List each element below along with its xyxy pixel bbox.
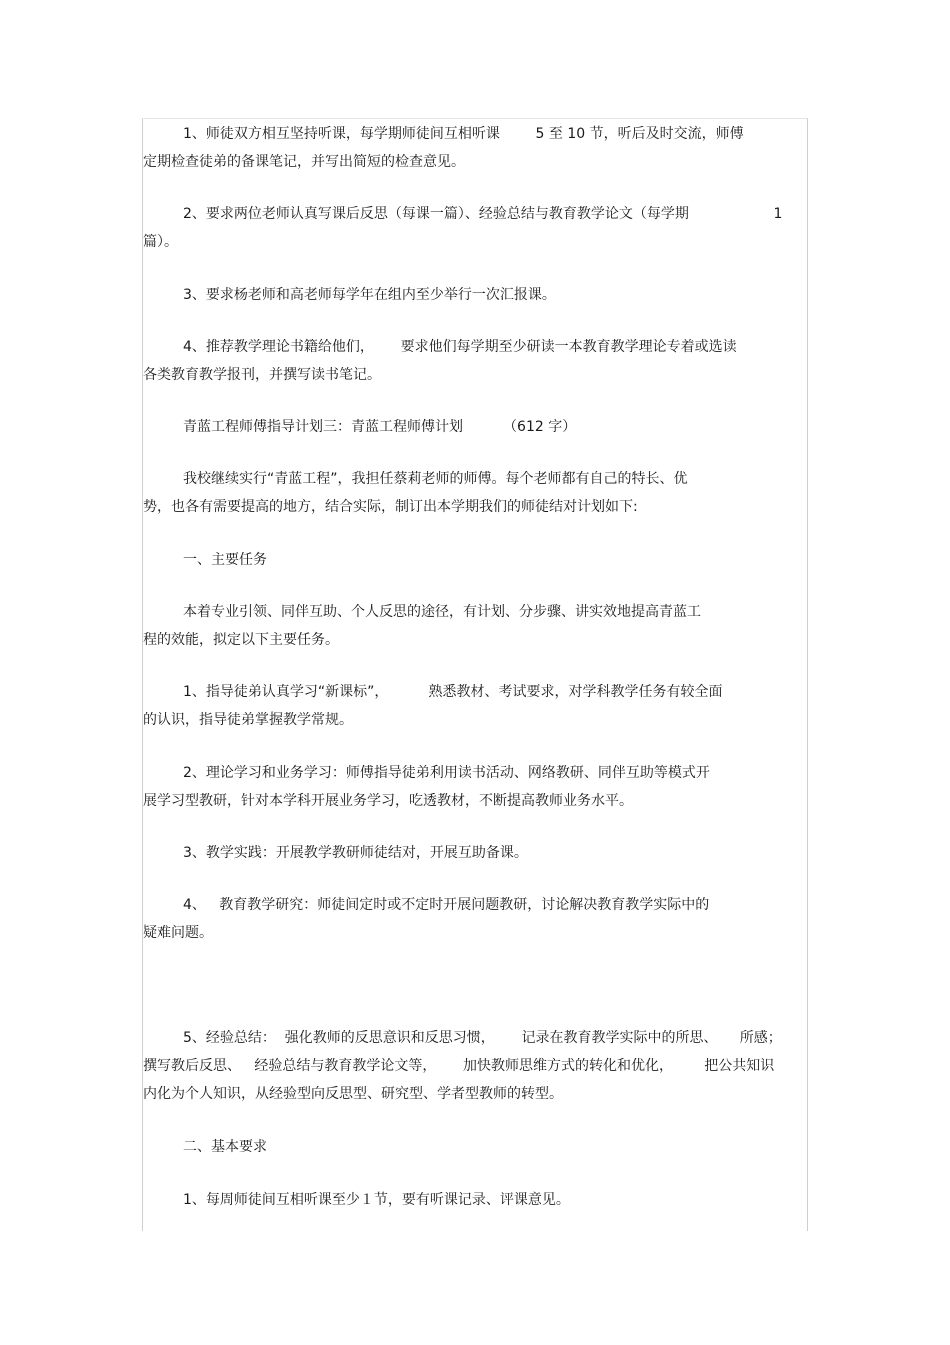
paragraph-line: 本着专业引领、同伴互助、个人反思的途径，有计划、分步骤、讲实效地提高青蓝工 <box>183 604 701 620</box>
paragraph-line: 定期检查徒弟的备课笔记，并写出简短的检查意见。 <box>143 154 465 170</box>
paragraph-line: 的认识，指导徒弟掌握教学常规。 <box>143 712 353 728</box>
paragraph-line: 3、要求杨老师和高老师每学年在组内至少举行一次汇报课。 <box>183 287 556 303</box>
section-heading: 一、主要任务 <box>183 552 267 568</box>
paragraph-line: 各类教育教学报刊，并撰写读书笔记。 <box>143 367 381 383</box>
paragraph-line: 篇）。 <box>143 234 178 250</box>
section-heading: 二、基本要求 <box>183 1139 267 1155</box>
paragraph-line: 5、经验总结： 强化教师的反思意识和反思习惯， 记录在教育教学实际中的所思、 所感； <box>183 1030 782 1046</box>
paragraph-line: 势，也各有需要提高的地方，结合实际，制订出本学期我们的师徒结对计划如下: <box>143 499 638 515</box>
paragraph-line: 内化为个人知识，从经验型向反思型、研究型、学者型教师的转型。 <box>143 1086 563 1102</box>
paragraph-line: 疑难问题。 <box>143 925 213 941</box>
paragraph-line: 4、推荐教学理论书籍给他们， 要求他们每学期至少研读一本教育教学理论专着或选读 <box>183 339 737 355</box>
section-title: 青蓝工程师傅指导计划三：青蓝工程师傅计划 （612 字） <box>183 419 577 435</box>
paragraph-line: 1、师徒双方相互坚持听课，每学期师徒间互相听课 5 至 10 节，听后及时交流，师傅 <box>183 126 744 142</box>
paragraph-line: 我校继续实行“青蓝工程”，我担任蔡莉老师的师傅。每个老师都有自己的特长、优 <box>183 471 688 487</box>
paragraph-line: 2、要求两位老师认真写课后反思（每课一篇）、经验总结与教育教学论文（每学期 1 <box>183 206 783 222</box>
paragraph-line: 3、教学实践：开展教学教研师徒结对，开展互助备课。 <box>183 845 528 861</box>
paragraph-line: 1、每周师徒间互相听课至少１节，要有听课记录、评课意见。 <box>183 1192 570 1208</box>
paragraph-line: 撰写教后反思、 经验总结与教育教学论文等， 加快教师思维方式的转化和优化， 把公共知识 <box>143 1058 775 1074</box>
paragraph-line: 程的效能，拟定以下主要任务。 <box>143 632 339 648</box>
paragraph-line: 展学习型教研，针对本学科开展业务学习，吃透教材，不断提高教师业务水平。 <box>143 793 633 809</box>
paragraph-line: 2、理论学习和业务学习：师傅指导徒弟利用读书活动、网络教研、同伴互助等模式开 <box>183 765 710 781</box>
paragraph-line: 4、 教育教学研究：师徒间定时或不定时开展问题教研，讨论解决教育教学实际中的 <box>183 897 710 913</box>
paragraph-line: 1、指导徒弟认真学习“新课标”， 熟悉教材、考试要求，对学科教学任务有较全面 <box>183 684 723 700</box>
